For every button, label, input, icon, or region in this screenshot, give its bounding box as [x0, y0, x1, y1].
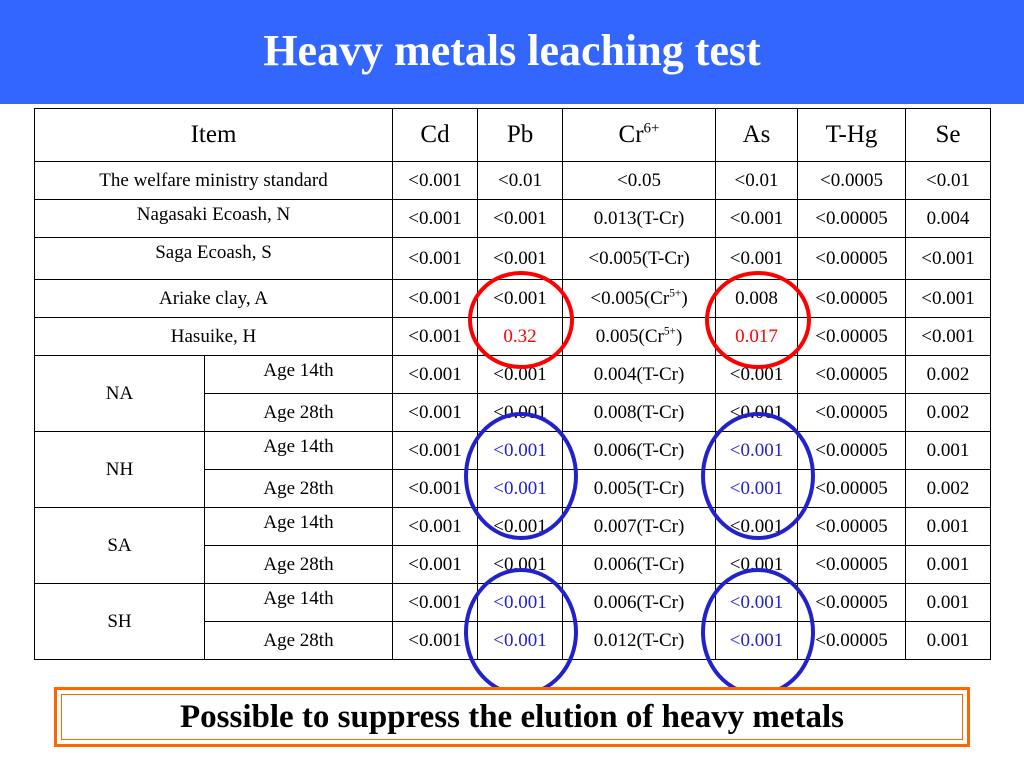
cell-cr: 0.012(T-Cr)	[563, 622, 716, 660]
row-label: Ariake clay, A	[35, 280, 393, 318]
cell-as-highlight: 0.017	[716, 318, 798, 356]
cell-cr: 0.006(T-Cr)	[563, 584, 716, 622]
cell-cd: <0.001	[393, 238, 478, 280]
cell-cd: <0.001	[393, 318, 478, 356]
cell-se: 0.001	[906, 584, 991, 622]
age-label: Age 14th	[205, 584, 393, 622]
cell-thg: <0.0005	[798, 162, 906, 200]
header-as: As	[716, 109, 798, 162]
cell-as-highlight: <0.001	[716, 470, 798, 508]
group-label-sh: SH	[35, 584, 205, 660]
cell-cd: <0.001	[393, 432, 478, 470]
cell-pb: <0.001	[478, 508, 563, 546]
cell-pb-highlight: 0.32	[478, 318, 563, 356]
cell-pb: <0.001	[478, 394, 563, 432]
age-label: Age 28th	[205, 394, 393, 432]
cell-thg: <0.00005	[798, 546, 906, 584]
cell-pb-highlight: <0.001	[478, 470, 563, 508]
header-cd: Cd	[393, 109, 478, 162]
cell-thg: <0.00005	[798, 394, 906, 432]
cell-cr-end: )	[681, 287, 688, 309]
row-ariake	[35, 280, 991, 318]
cell-as: 0.008	[716, 280, 798, 318]
cell-as: <0.001	[716, 200, 798, 238]
row-standard	[35, 162, 991, 200]
cell-thg: <0.00005	[798, 200, 906, 238]
cell-thg: <0.00005	[798, 432, 906, 470]
cell-as-highlight: <0.001	[716, 584, 798, 622]
cell-as: <0.001	[716, 508, 798, 546]
header-cr-base: Cr	[618, 121, 644, 148]
cell-cr: 0.006(T-Cr)	[563, 432, 716, 470]
cell-cr-sup: 5+	[669, 287, 682, 300]
age-label: Age 28th	[205, 622, 393, 660]
cell-cd: <0.001	[393, 280, 478, 318]
row-label: Saga Ecoash, S	[35, 238, 393, 280]
cell-thg: <0.00005	[798, 508, 906, 546]
cell-pb: <0.001	[478, 238, 563, 280]
cell-cd: <0.001	[393, 200, 478, 238]
cell-as-highlight: <0.001	[716, 622, 798, 660]
cell-cd: <0.001	[393, 546, 478, 584]
cell-thg: <0.00005	[798, 318, 906, 356]
cell-se: <0.001	[906, 238, 991, 280]
age-label: Age 28th	[205, 546, 393, 584]
row-sh-14	[35, 584, 991, 622]
row-na-14	[35, 356, 991, 394]
cell-se: 0.004	[906, 200, 991, 238]
conclusion-box	[54, 687, 970, 747]
group-label-nh: NH	[35, 432, 205, 508]
cell-cd: <0.001	[393, 162, 478, 200]
cell-cd: <0.001	[393, 584, 478, 622]
row-nh-14	[35, 432, 991, 470]
header-pb: Pb	[478, 109, 563, 162]
cell-pb-highlight: <0.001	[478, 584, 563, 622]
cell-as: <0.001	[716, 356, 798, 394]
cell-cr: 0.006(T-Cr)	[563, 546, 716, 584]
cell-thg: <0.00005	[798, 356, 906, 394]
cell-se: <0.001	[906, 318, 991, 356]
header-cr	[563, 109, 716, 162]
cell-cr: 0.013(T-Cr)	[563, 200, 716, 238]
group-label-na: NA	[35, 356, 205, 432]
header-cr-sup: 6+	[643, 120, 660, 137]
cell-thg: <0.00005	[798, 622, 906, 660]
cell-se: 0.001	[906, 508, 991, 546]
row-saga	[35, 238, 991, 280]
cell-cd: <0.001	[393, 508, 478, 546]
cell-cr	[563, 318, 716, 356]
cell-as-highlight: <0.001	[716, 432, 798, 470]
cell-cr: 0.007(T-Cr)	[563, 508, 716, 546]
cell-se: 0.002	[906, 470, 991, 508]
cell-cd: <0.001	[393, 622, 478, 660]
row-nagasaki	[35, 200, 991, 238]
header-item: Item	[35, 109, 393, 162]
cell-se: <0.01	[906, 162, 991, 200]
cell-pb: <0.001	[478, 200, 563, 238]
cell-se: 0.002	[906, 394, 991, 432]
row-sa-14	[35, 508, 991, 546]
page-title: Heavy metals leaching test	[263, 25, 761, 75]
cell-cd: <0.001	[393, 356, 478, 394]
cell-thg: <0.00005	[798, 280, 906, 318]
cell-pb-highlight: <0.001	[478, 432, 563, 470]
cell-se: 0.001	[906, 622, 991, 660]
cell-cr: 0.004(T-Cr)	[563, 356, 716, 394]
cell-cd: <0.001	[393, 394, 478, 432]
cell-cr-base: 0.005(Cr	[595, 325, 664, 347]
row-label: Hasuike, H	[35, 318, 393, 356]
cell-pb: <0.001	[478, 280, 563, 318]
cell-as: <0.001	[716, 238, 798, 280]
row-hasuike	[35, 318, 991, 356]
cell-se: 0.001	[906, 546, 991, 584]
group-label-sa: SA	[35, 508, 205, 584]
age-label: Age 14th	[205, 432, 393, 470]
cell-cr: 0.008(T-Cr)	[563, 394, 716, 432]
cell-se: 0.001	[906, 432, 991, 470]
age-label: Age 14th	[205, 356, 393, 394]
header-row	[35, 109, 991, 162]
cell-pb: <0.001	[478, 356, 563, 394]
cell-as: <0.001	[716, 546, 798, 584]
cell-pb-highlight: <0.001	[478, 622, 563, 660]
leaching-results-table	[34, 108, 991, 660]
cell-cr-end: )	[675, 325, 683, 347]
row-label: Nagasaki Ecoash, N	[35, 200, 393, 238]
cell-cr-sup: 5+	[663, 325, 676, 338]
cell-cr-base: <0.005(Cr	[590, 287, 670, 309]
cell-cr	[563, 280, 716, 318]
age-label: Age 14th	[205, 508, 393, 546]
cell-cr: <0.005(T-Cr)	[563, 238, 716, 280]
cell-cr: <0.05	[563, 162, 716, 200]
cell-thg: <0.00005	[798, 238, 906, 280]
row-label: The welfare ministry standard	[35, 162, 393, 200]
cell-cd: <0.001	[393, 470, 478, 508]
conclusion-text: Possible to suppress the elution of heavy metals	[180, 698, 844, 735]
cell-pb: <0.01	[478, 162, 563, 200]
header-se: Se	[906, 109, 991, 162]
age-label: Age 28th	[205, 470, 393, 508]
cell-as: <0.001	[716, 394, 798, 432]
cell-se: <0.001	[906, 280, 991, 318]
cell-cr: 0.005(T-Cr)	[563, 470, 716, 508]
cell-as: <0.01	[716, 162, 798, 200]
header-thg: T-Hg	[798, 109, 906, 162]
cell-pb: <0.001	[478, 546, 563, 584]
cell-thg: <0.00005	[798, 470, 906, 508]
title-bar	[0, 0, 1024, 104]
cell-thg: <0.00005	[798, 584, 906, 622]
cell-se: 0.002	[906, 356, 991, 394]
